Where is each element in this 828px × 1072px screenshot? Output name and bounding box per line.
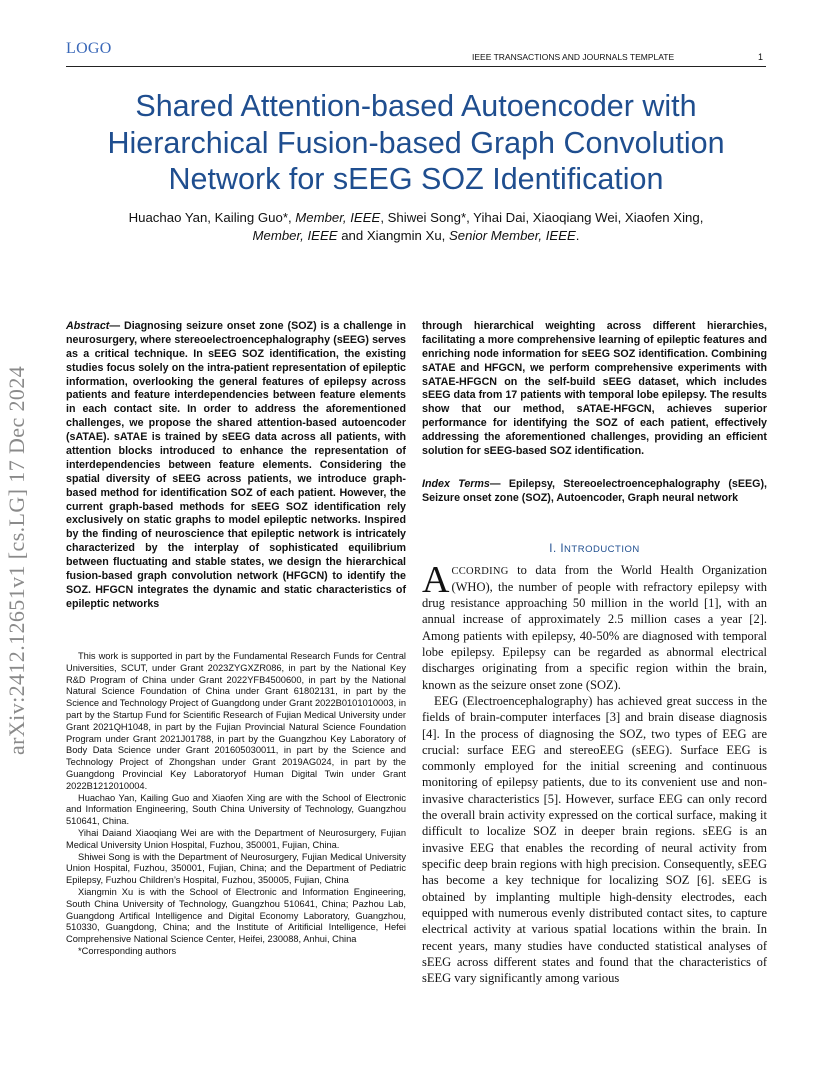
body-paragraph: [422, 559, 767, 693]
abstract-dash: —: [109, 320, 124, 332]
author-affil-grade: Member, IEEE: [295, 210, 381, 225]
dropcap: A: [422, 559, 450, 601]
abstract-label: Abstract: [66, 320, 110, 332]
author-names: Huachao Yan, Kailing Guo*,: [128, 210, 296, 225]
section-title-initial: I: [560, 543, 565, 555]
header-rule: [66, 66, 766, 67]
author-names: and Xiangmin Xu,: [337, 228, 449, 244]
footnote-funding: This work is supported in part by the Fundamental Research Funds for Central Universities, SCUT, under Grant 2023ZYGXZR086, in part by the National Key R&D Program of China under Grant 2022YFB4500600, in part by the National Natural Science Foundation of China under Grant 61802131, in part by the Science and Technology Project of Guangdong under Grant 2022B0101010003, in part by the Startup Fund for Scientific Research of Fujian Medical University under Grant 2021QH1048, in part by the Fujian Provincial Natural Science Foundation Program under Grant 2021J01788, in part by the Guangzhou Key Laboratory of Body Data Science under Grant 201605030011, in part by the Science and Technology Project of Zhongshan under Grant 2019AG024, in part by the Guangdong Provincial Key Laboratoryof Human Digital Twin under Grant 2022B1212010004.: [66, 651, 406, 791]
footnote-affiliation: Huachao Yan, Kailing Guo and Xiaofen Xing are with the School of Electronic and Information Engineering, South China University of Technology, Guangzhou 510641, China.: [66, 792, 406, 827]
author-names: , Shiwei Song*, Yihai Dai, Xiaoqiang Wei, Xiaofen Xing,: [380, 210, 704, 225]
author-line: [66, 227, 766, 245]
section-numeral: I.: [549, 543, 561, 555]
abstract: [66, 320, 406, 612]
section-heading: [422, 543, 767, 555]
title-line: Shared Attention-based Autoencoder with: [135, 89, 697, 123]
paragraph-text: to data from the World Health Organization (WHO), the number of people with refractory epilepsy with drug resistance approaching 50 million in the world [1], with an annual increase of approximately 2.5 million cases a year [2]. Among patients with epilepsy, 40-50% are diagnosed with temporal lobe epilepsy. Epilepsy can be regarded as abnormal electrical discharges originating from a specific region within the brain, known as the seizure onset zone (SOZ).: [422, 563, 767, 692]
section-title-rest: NTRODUCTION: [564, 544, 640, 555]
footnote-corresponding: *Corresponding authors: [78, 945, 177, 956]
abstract-text: Diagnosing seizure onset zone (SOZ) is a challenge in neurosurgery, where stereoelectroencephalography (sEEG) serves as a critical technique. In sEEG SOZ identification, the existing studies focus solely on the intra-patient representation of epileptic information, overlooking the general features of epilepsy across patients and feature interdependencies between feature elements in each contact site. In order to address the aforementioned challenges, we propose the shared attention-based autoencoder (sATAE). sATAE is trained by sEEG data across all patients, with attention blocks introduced to enhance the representation of interdependencies between feature elements. Considering the spatial diversity of sEEG across patients, we introduce graph-based method for identification SOZ of each patient. However, the current graph-based methods for sEEG SOZ identification rely exclusively on static graphs to model epileptic networks. Inspired by the finding of neuroscience that epileptic network is intricately characterized by the interplay of sophisticated equilibrium between fluctuating and stable states, we design the hierarchical fusion-based graph convolution network (HFGCN) to identify the SOZ. HFGCN integrates the dynamic and static characteristics of epileptic networks: [66, 320, 406, 610]
body-paragraph: EEG (Electroencephalography) has achieved great success in the fields of brain-computer interfaces [3] and brain disease diagnosis [4]. In the process of diagnosing the SOZ, two types of EEG are crucial: surface EEG and stereoEEG (sEEG). Surface EEG is commonly employed for the initial screening and continuous monitoring of epilepsy patients, due to its convenient use and non-invasive characteristics [5]. However, surface EEG can only record the overall brain activity expressed on the cortical surface, making it difficult to localize SOZ in deeper brain regions. sEEG is an invasive EEG that enables the recording of neural activity from specific deep brain regions with high precision. Consequently, sEEG has become a key technique for localizing SOZ [6]. sEEG is obtained by implanting multiple high-density electrodes, each equipped with numerous evenly distributed contact sites, to capture electrical activity at various spatial locations within the brain. In recent years, many studies have conducted statistical analyses of sEEG across different states and found that the characteristics of sEEG vary significantly among various: [422, 693, 767, 986]
author-line: [66, 209, 766, 227]
footnote-affiliation: Yihai Daiand Xiaoqiang Wei are with the Department of Neurosurgery, Fujian Medical University Union Hospital, Fuzhou, 350001, Fujian, China.: [66, 827, 406, 850]
title-line: Hierarchical Fusion-based Graph Convolution: [107, 125, 725, 160]
index-terms-text: Epilepsy, Stereoelectroencephalography (sEEG), Seizure onset zone (SOZ), Autoencoder, Graph neural network: [422, 478, 767, 504]
running-head: IEEE TRANSACTIONS AND JOURNALS TEMPLATE: [472, 52, 675, 62]
abstract-continuation: through hierarchical weighting across different hierarchies, facilitating a more comprehensive learning of epileptic features and enriching node information for sEEG SOZ identification. Combining sATAE and HFGCN, we perform comprehensive experiments with sATAE-HFGCN on the self-build sEEG dataset, which includes sEEG data from 17 patients with temporal lobe epilepsy. The results show that our method, sATAE-HFGCN, achieves superior performance for identifying the SOZ of each patient, effectively addressing the aforementioned challenges, providing an efficient solution for sEEG-based SOZ identification.: [422, 320, 767, 458]
index-terms: [422, 478, 767, 506]
title-line: Network for sEEG SOZ Identification: [168, 162, 664, 197]
author-list: [66, 209, 766, 245]
paper-title: [66, 88, 766, 198]
body-text: [422, 559, 767, 987]
journal-logo: LOGO: [66, 40, 112, 57]
index-terms-dash: —: [489, 478, 509, 490]
dropcap-smallcaps: CCORDING: [451, 566, 509, 577]
arxiv-stamp: arXiv:2412.12651v1 [cs.LG] 17 Dec 2024: [4, 365, 29, 755]
footnote-affiliation: Shiwei Song is with the Department of Neurosurgery, Fujian Medical University Union Hospital, Fuzhou, 350001, Fujian, China; and the Department of Pediatric Epilepsy, Fuzhou Children’s Hospital, Fuzhou, 350005, Fujian, China: [66, 851, 406, 886]
page-number: 1: [758, 52, 764, 62]
author-punct: .: [575, 228, 580, 244]
author-affil-grade: Member, IEEE: [252, 228, 338, 244]
index-terms-label: Index Terms: [422, 478, 490, 490]
author-affil-grade: Senior Member, IEEE: [448, 228, 576, 244]
footnote-affiliation: Xiangmin Xu is with the School of Electronic and Information Engineering, South China University of Technology, Guangzhou 510641, China; Pazhou Lab, Guangdong Artifical Intelligence and Digital Economy Laboratory, Guangzhou, 510330, Guangdong, China; and the Institute of Aritificial Intelligence, Hefei Comprehensive National Science Center, Heifei, 230088, Anhui, China: [66, 886, 406, 945]
footnotes: [66, 651, 406, 958]
